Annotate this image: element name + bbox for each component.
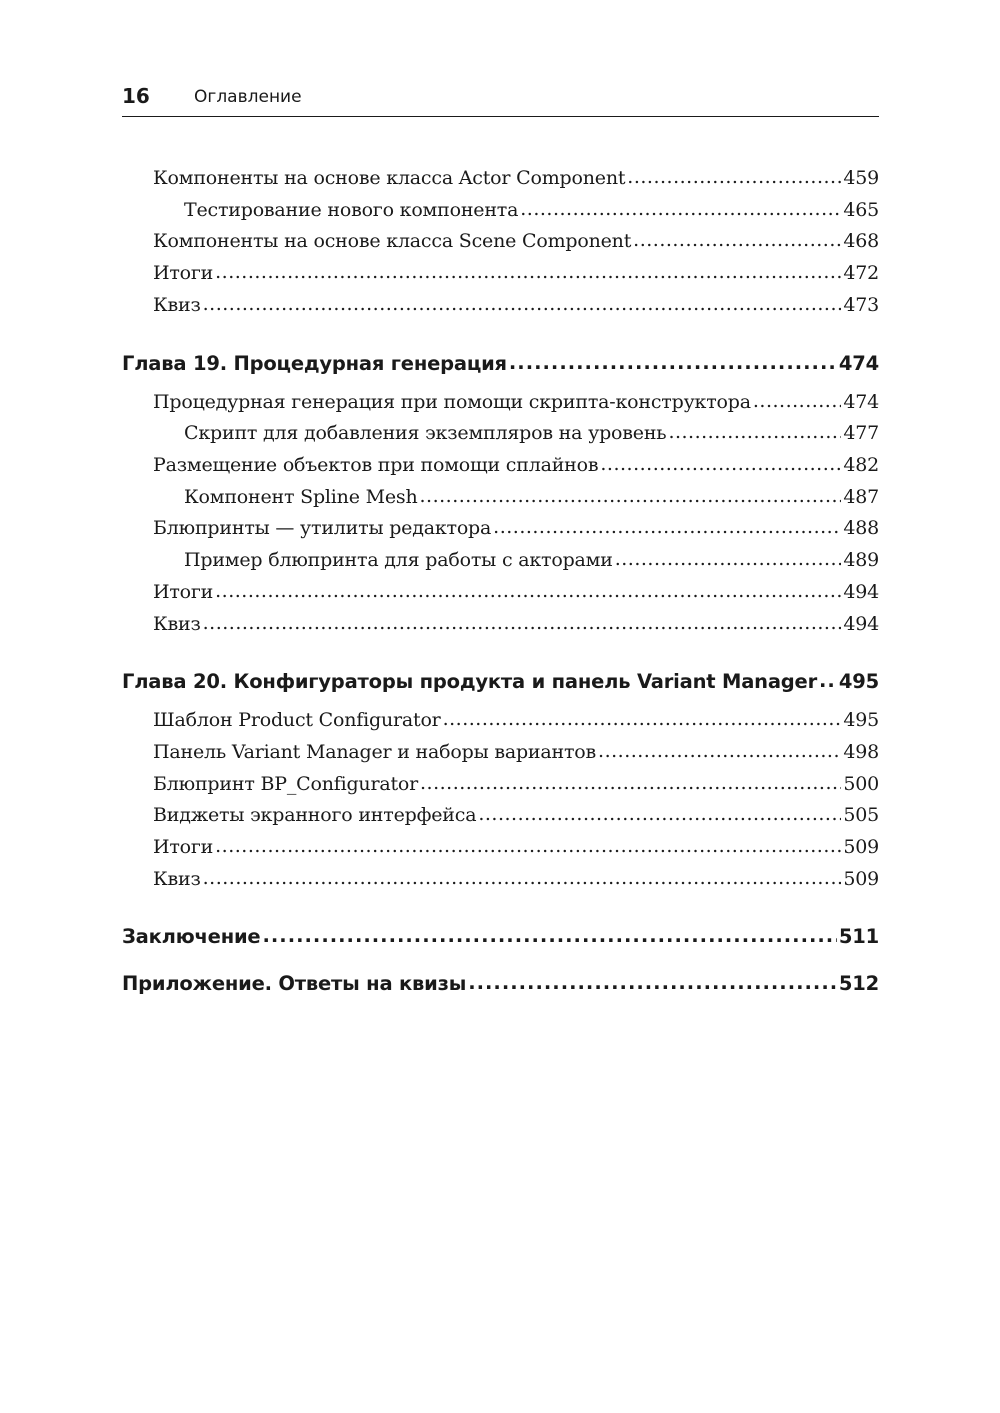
dot-leader xyxy=(203,293,842,315)
dot-leader xyxy=(443,708,842,730)
toc-entry-page: 488 xyxy=(843,517,879,539)
toc-entry-page: 495 xyxy=(843,709,879,731)
dot-leader xyxy=(420,772,841,794)
dot-leader xyxy=(215,261,841,283)
toc-entry[interactable] xyxy=(122,517,879,539)
toc-entry-page: 509 xyxy=(843,868,879,890)
toc-entry-title: Итоги xyxy=(153,836,214,858)
toc-entry[interactable] xyxy=(122,422,879,444)
toc-entry-page: 487 xyxy=(843,486,879,508)
toc-entry-page: 482 xyxy=(843,454,879,476)
toc-entry-page: 472 xyxy=(843,262,879,284)
toc-entry-title: Квиз xyxy=(153,868,201,890)
toc-entry[interactable] xyxy=(122,581,879,603)
dot-leader xyxy=(478,803,841,825)
toc-entry[interactable] xyxy=(122,294,879,316)
toc-entry-page: 474 xyxy=(843,391,879,413)
toc-entry-page: 495 xyxy=(838,670,879,693)
toc-entry-page: 474 xyxy=(838,352,879,375)
toc-entry[interactable] xyxy=(122,613,879,635)
toc-entry-title: Блюпринт BP_Configurator xyxy=(153,773,419,795)
toc-entry-title: Компоненты на основе класса Scene Component xyxy=(153,230,632,252)
dot-leader xyxy=(203,612,842,634)
dot-leader xyxy=(668,421,841,443)
toc-entry-title: Тестирование нового компонента xyxy=(184,199,519,221)
toc-entry-title: Приложение. Ответы на квизы xyxy=(122,972,467,995)
toc-entry-title: Квиз xyxy=(153,613,201,635)
toc-entry-title: Компоненты на основе класса Actor Component xyxy=(153,167,626,189)
dot-leader xyxy=(819,669,837,692)
toc-chapter-19[interactable] xyxy=(122,352,879,375)
toc-entry-page: 477 xyxy=(843,422,879,444)
toc-entry[interactable] xyxy=(122,804,879,826)
toc-entry-title: Блюпринты — утилиты редактора xyxy=(153,517,492,539)
toc-entry-page: 473 xyxy=(843,294,879,316)
page-number: 16 xyxy=(122,84,150,108)
toc-entry[interactable] xyxy=(122,741,879,763)
toc-entry-title: Виджеты экранного интерфейса xyxy=(153,804,477,826)
toc-entry[interactable] xyxy=(122,391,879,413)
dot-leader xyxy=(468,971,837,994)
toc-chapter-20[interactable] xyxy=(122,670,879,693)
dot-leader xyxy=(520,198,841,220)
toc-entry[interactable] xyxy=(122,709,879,731)
dot-leader xyxy=(215,835,841,857)
dot-leader xyxy=(598,740,841,762)
toc-entry[interactable] xyxy=(122,199,879,221)
toc-entry-title: Скрипт для добавления экземпляров на уровень xyxy=(184,422,667,444)
dot-leader xyxy=(262,924,836,947)
toc-entry-page: 509 xyxy=(843,836,879,858)
toc-appendix[interactable] xyxy=(122,972,879,995)
toc-entry[interactable] xyxy=(122,836,879,858)
dot-leader xyxy=(633,229,841,251)
toc-entry-page: 494 xyxy=(843,581,879,603)
toc-entry-page: 498 xyxy=(843,741,879,763)
toc-entry[interactable] xyxy=(122,868,879,890)
dot-leader xyxy=(509,351,837,374)
toc-entry-title: Глава 20. Конфигураторы продукта и панель Variant Manager xyxy=(122,670,817,693)
running-head xyxy=(122,80,879,117)
toc-entry-title: Заключение xyxy=(122,925,261,948)
toc-entry[interactable] xyxy=(122,230,879,252)
toc-entry-page: 505 xyxy=(843,804,879,826)
toc-entry-page: 512 xyxy=(838,972,879,995)
dot-leader xyxy=(203,867,842,889)
dot-leader xyxy=(753,390,841,412)
toc-entry-title: Шаблон Product Configurator xyxy=(153,709,441,731)
toc-entry-page: 468 xyxy=(843,230,879,252)
toc-entry-title: Итоги xyxy=(153,262,214,284)
toc-entry-title: Компонент Spline Mesh xyxy=(184,486,418,508)
toc-entry[interactable] xyxy=(122,262,879,284)
toc-entry-title: Пример блюпринта для работы с акторами xyxy=(184,549,613,571)
toc-entry[interactable] xyxy=(122,486,879,508)
toc-entry[interactable] xyxy=(122,549,879,571)
toc-entry[interactable] xyxy=(122,454,879,476)
toc-entry-title: Размещение объектов при помощи сплайнов xyxy=(153,454,599,476)
toc-entry-title: Итоги xyxy=(153,581,214,603)
toc-entry-title: Глава 19. Процедурная генерация xyxy=(122,352,507,375)
toc-entry-page: 494 xyxy=(843,613,879,635)
toc-entry-page: 511 xyxy=(838,925,879,948)
toc-entry[interactable] xyxy=(122,167,879,189)
toc-entry-title: Квиз xyxy=(153,294,201,316)
dot-leader xyxy=(615,548,842,570)
toc-entry[interactable] xyxy=(122,773,879,795)
dot-leader xyxy=(215,580,841,602)
toc-entry-page: 465 xyxy=(843,199,879,221)
dot-leader xyxy=(627,166,841,188)
toc-entry-title: Процедурная генерация при помощи скрипта-конструктора xyxy=(153,391,751,413)
toc-entry-page: 489 xyxy=(843,549,879,571)
toc-conclusion[interactable] xyxy=(122,925,879,948)
toc-entry-page: 500 xyxy=(843,773,879,795)
toc-entry-title: Панель Variant Manager и наборы вариантов xyxy=(153,741,597,763)
toc-entry-page: 459 xyxy=(843,167,879,189)
dot-leader xyxy=(600,453,841,475)
running-title: Оглавление xyxy=(194,87,302,107)
dot-leader xyxy=(493,516,841,538)
dot-leader xyxy=(420,485,842,507)
